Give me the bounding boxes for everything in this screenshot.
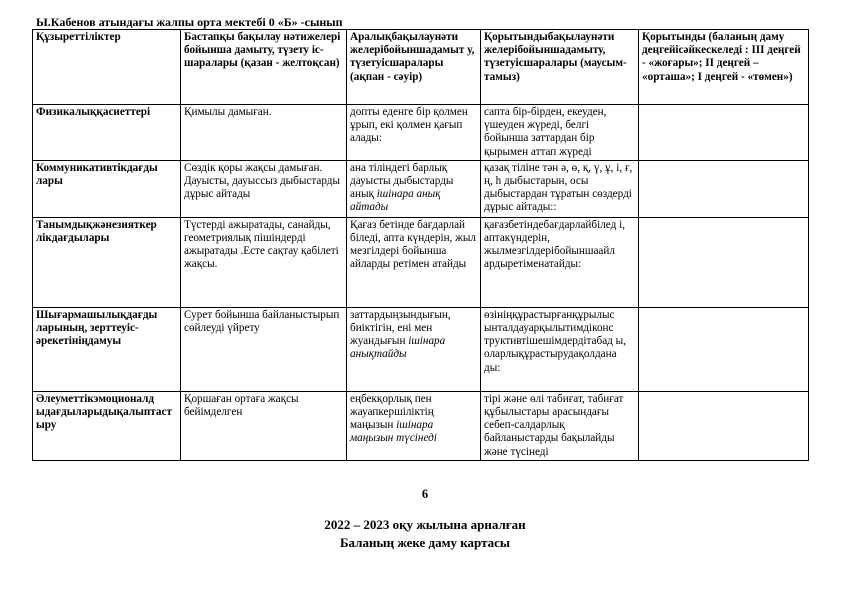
row-initial: Түстерді ажыратады, санайды, геометриялық пішіндерді ажыратады .Есте сақтау қабілеті жақсы. — [181, 217, 347, 307]
header-competencies: Құзыреттіліктер — [33, 30, 181, 105]
row-final: сапта бір-бірден, екеуден, үшеуден жүреді, белгі бойынша заттардан бір қырымен аттап жүреді — [481, 105, 639, 161]
row-result — [639, 391, 809, 460]
document-title-year: 2022 – 2023 оқу жылына арналған — [324, 517, 526, 532]
header-initial-measures: Бастапқы бақылау нәтижелері бойынша дамыту, түзету іс-шаралары (қазан - желтоқсан) — [181, 30, 347, 105]
row-competency: Танымдықжәнезияткер лікдағдылары — [33, 217, 181, 307]
development-table — [32, 29, 809, 461]
page-number: 6 — [421, 487, 429, 501]
row-final: қазақ тіліне тән ә, ө, қ, ү, ұ, і, ғ, ң, һ дыбыстарын, осы дыбыстардан тұратын сөздерді дұрыс айтады:: — [481, 160, 639, 217]
row-mid-text: ана тіліндегі барлық дауысты дыбыстарды анық — [350, 161, 454, 201]
row-mid — [347, 160, 481, 217]
row-initial: Сурет бойынша байланыстырып сөйлеуді үйрету — [181, 307, 347, 391]
table-header-row — [33, 30, 809, 105]
header-final-measures: Қорытындыбақылаунәти желерібойыншадамыту, түзетуісшаралары (маусым-тамыз) — [481, 30, 639, 105]
table-row — [33, 391, 809, 460]
row-mid — [347, 217, 481, 307]
header-mid-measures: Аралықбақылаунәти желерібойыншадамыт у, түзетуісшаралары (ақпан - сәуір) — [347, 30, 481, 105]
row-initial: Қимылы дамыған. — [181, 105, 347, 161]
school-header: Ы.Кабенов атындағы жалпы орта мектебі 0 «Б» -сынып — [36, 15, 343, 29]
row-mid — [347, 307, 481, 391]
row-final: қағазбетіндебағдарлайбілед і, аптакүндерін, жылмезгілдерібойыншаайл ардыретіменатайды: — [481, 217, 639, 307]
row-mid-text: еңбекқорлық пен жауапкершіліктің маңызын — [350, 392, 434, 432]
row-initial: Сөздік қоры жақсы дамыған. Дауысты, дауыссыз дыбыстарды дұрыс айтады — [181, 160, 347, 217]
row-result — [639, 217, 809, 307]
row-competency: Коммуникативтікдағды лары — [33, 160, 181, 217]
row-mid — [347, 391, 481, 460]
row-mid-italic: ішінара анық айтады — [350, 188, 441, 214]
header-result: Қорытынды (баланың даму деңгейісәйкескеледі : III деңгей - «жоғары»; II деңгей – «орташа»; I деңгей - «төмен») — [639, 30, 809, 105]
row-result — [639, 307, 809, 391]
row-mid-text: допты еденге бір қолмен ұрып, екі қолмен қағып алады: — [350, 106, 468, 145]
row-competency: Шығармашылықдағды ларының, зерттеуіс-әрекетініңдамуы — [33, 307, 181, 391]
document-title: Баланың жеке даму картасы — [339, 535, 511, 550]
row-final: тірі және өлі табиғат, табиғат құбылыстары арасындағы себеп-салдарлық байланыстарды бақылайды және түсінеді — [481, 391, 639, 460]
table-row — [33, 160, 809, 217]
row-mid-text: заттардыңзындығын, биіктігін, ені мен жуандығын — [350, 308, 451, 348]
row-mid-italic: ішінара маңызын түсінеді — [350, 419, 437, 445]
row-initial: Қоршаған ортаға жақсы бейімделген — [181, 391, 347, 460]
row-result — [639, 160, 809, 217]
row-result — [639, 105, 809, 161]
row-competency: Әлеуметтікэмоционалд ыдағдыларыдықалыптаст ыру — [33, 391, 181, 460]
row-mid-italic: ішінара анықтайды — [350, 335, 446, 361]
table-row — [33, 217, 809, 307]
row-mid — [347, 105, 481, 161]
row-competency: Физикалыққасиеттері — [33, 105, 181, 161]
table-row — [33, 307, 809, 391]
table-row — [33, 105, 809, 161]
row-final: өзініңқұрастырғанқұрылыс ынталдауарқылытимдіконс труктивтішешімдердітабад ы, оларлықұрастырудақолдана ды: — [481, 307, 639, 391]
row-mid-text: Қағаз бетінде бағдарлай біледі, апта күндерін, жыл мезгілдері бойынша айларды ретімен атайды — [350, 218, 476, 271]
